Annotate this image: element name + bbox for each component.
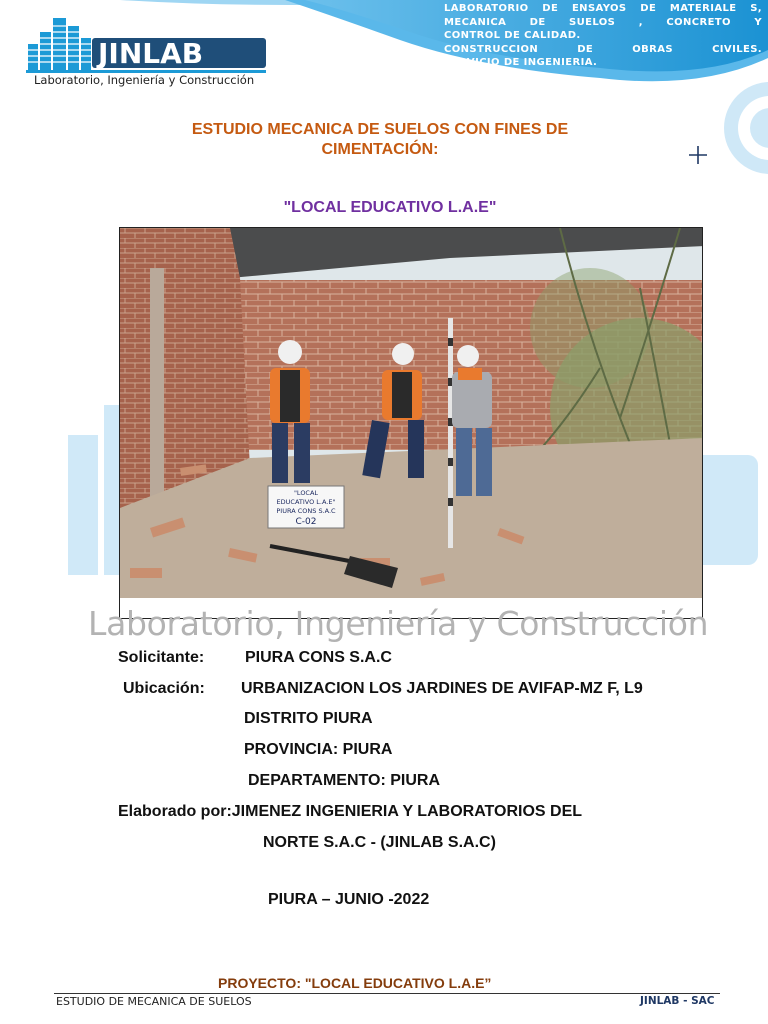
watermark-tagline: Laboratorio, Ingeniería y Construcción xyxy=(88,604,709,643)
site-photo-illustration xyxy=(120,228,703,619)
site-sign xyxy=(268,486,344,528)
document-date: PIURA – JUNIO -2022 xyxy=(268,891,430,908)
sign-line: C-02 xyxy=(295,517,317,527)
solicitante-value: PIURA CONS S.A.C xyxy=(245,649,392,666)
footer-project: PROYECTO: "LOCAL EDUCATIVO L.A.E” xyxy=(218,975,492,991)
service-line: CONTROL DE CALIDAD. xyxy=(444,30,581,42)
service-line: LABORATORIO DE ENSAYOS DE MATERIALE S, xyxy=(444,3,762,14)
project-name: "LOCAL EDUCATIVO L.A.E" xyxy=(283,199,497,216)
logo-wordmark: JINLAB xyxy=(98,37,204,70)
sign-line: EDUCATIVO L.A.E" xyxy=(276,498,336,506)
study-title-line2: CIMENTACIÓN: xyxy=(321,141,439,158)
footer-divider xyxy=(54,993,720,994)
service-line: MECANICA DE SUELOS , CONCRETO Y xyxy=(444,16,762,28)
study-title xyxy=(170,120,590,160)
elaborado-line1: Elaborado por:JIMENEZ INGENIERIA Y LABORATORIOS DEL xyxy=(118,803,583,820)
ubicacion-label: Ubicación: xyxy=(123,680,205,697)
distrito: DISTRITO PIURA xyxy=(244,710,373,727)
elaborado-line2: NORTE S.A.C - (JINLAB S.A.C) xyxy=(263,834,496,851)
footer-left-text: ESTUDIO DE MECANICA DE SUELOS xyxy=(56,995,252,1008)
ubicacion-value: URBANIZACION LOS JARDINES DE AVIFAP-MZ F, L9 xyxy=(241,680,643,697)
plus-icon xyxy=(689,146,707,164)
service-line: SERVICIO DE INGENIERIA. xyxy=(444,57,598,69)
decorative-arc xyxy=(680,80,768,190)
services-list xyxy=(444,2,762,70)
service-line: CONSTRUCCION DE OBRAS CIVILES. xyxy=(444,43,762,55)
logo-tagline: Laboratorio, Ingeniería y Construcción xyxy=(34,73,255,87)
study-title-line1: ESTUDIO MECANICA DE SUELOS CON FINES DE xyxy=(191,121,569,138)
provincia: PROVINCIA: PIURA xyxy=(244,741,393,758)
departamento: DEPARTAMENTO: PIURA xyxy=(248,772,440,789)
sign-line: "LOCAL xyxy=(293,489,319,497)
sign-line: PIURA CONS S.A.C xyxy=(276,507,336,515)
footer-right-text: JINLAB - SAC xyxy=(640,995,715,1007)
solicitante-label: Solicitante: xyxy=(118,649,205,666)
site-photo xyxy=(119,227,703,619)
